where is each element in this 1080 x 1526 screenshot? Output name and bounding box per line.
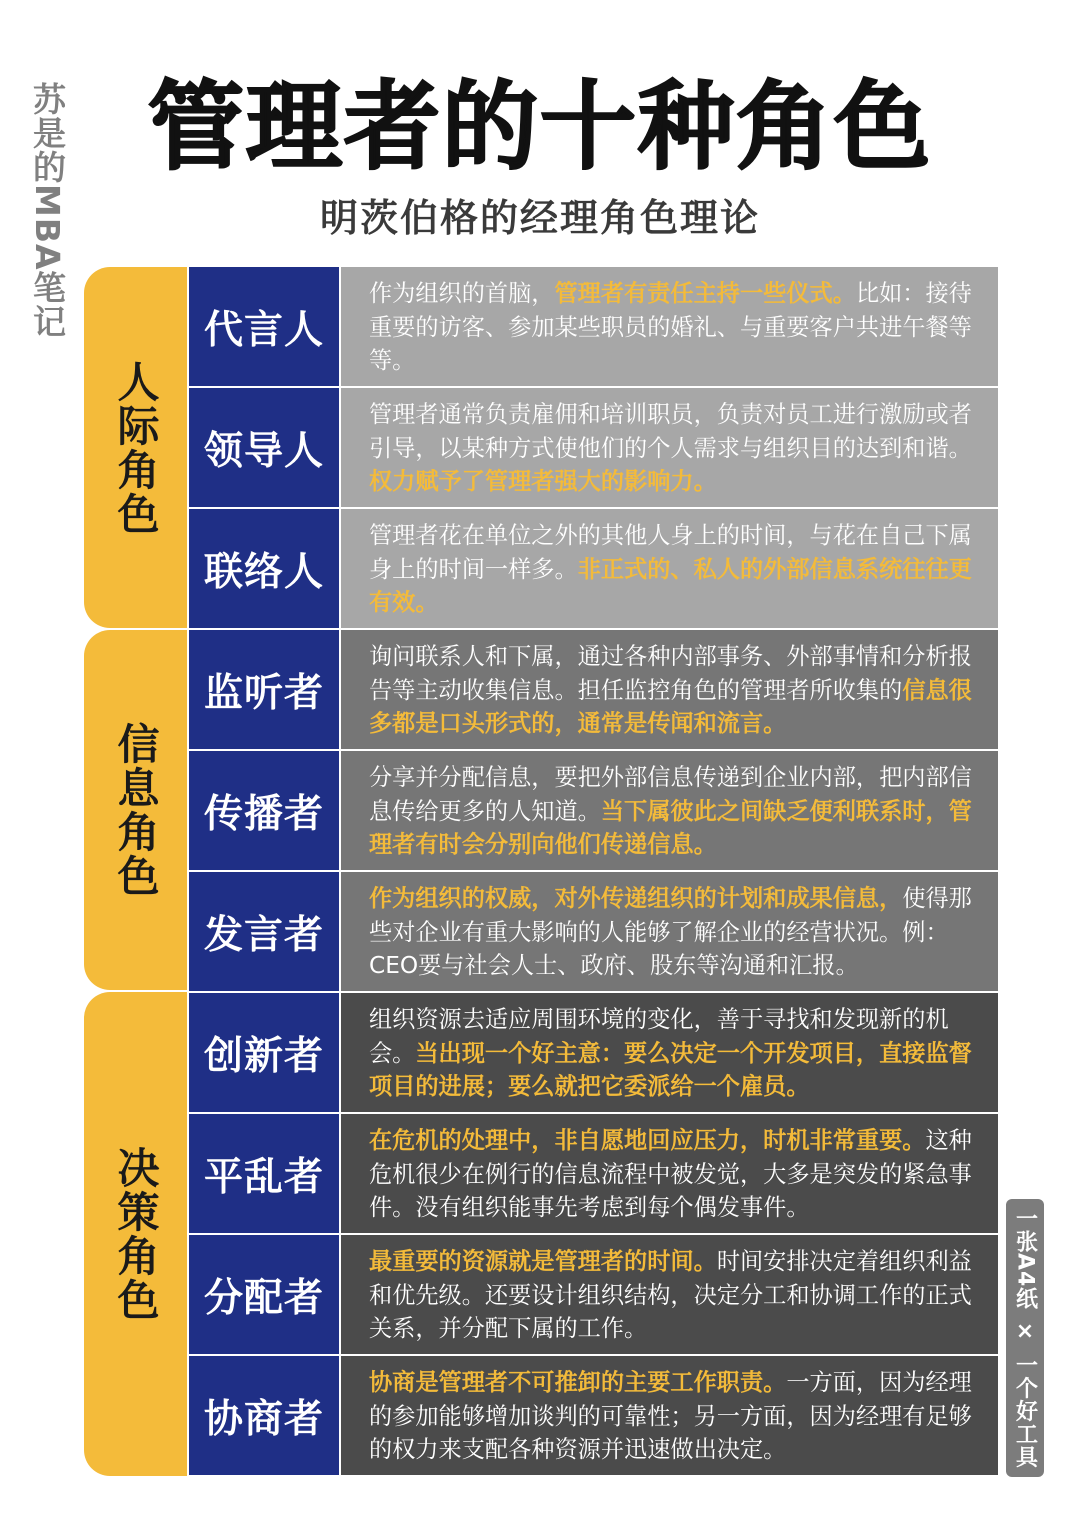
role-row (187, 872, 998, 991)
role-row (187, 388, 998, 507)
category-interpersonal (84, 267, 187, 628)
description-text: 作为组织的首脑， (369, 280, 555, 307)
role-description (341, 1235, 998, 1354)
role-description (341, 630, 998, 749)
description-text: 管理者花在单位之外的其他人身上的时间，与花在自己下属身上的时间一样多。 (369, 522, 972, 583)
description-text: 组织资源去适应周围环境的变化，善于寻找和发现新的机会。 (369, 1006, 949, 1067)
role-name: 代言人 (187, 267, 341, 386)
role-name: 联络人 (187, 509, 341, 628)
description-text: 使得那些对企业有重大影响的人能够了解企业的经营状况。例：CEO要与社会人士、政府、股东等沟通和汇报。 (369, 885, 972, 979)
highlighted-text: 当出现一个好主意：要么决定一个开发项目，直接监督项目的进展；要么就把它委派给一个雇员。 (369, 1039, 972, 1100)
category-decisional (84, 992, 187, 1476)
page-title: 管理者的十种角色 (148, 71, 932, 183)
role-row (187, 1114, 998, 1233)
highlighted-text: 信息很多都是口头形式的，通常是传闻和流言。 (369, 676, 972, 737)
side-tag-label: 一张A4纸 × 一个好工具 (1012, 1207, 1038, 1469)
role-row (187, 1235, 998, 1354)
description-text: 一方面，因为经理的参加能够增加谈判的可靠性；另一方面，因为经理有足够的权力来支配各种资源并迅速做出决定。 (369, 1369, 972, 1463)
role-name: 协商者 (187, 1356, 341, 1475)
description-text: 管理者通常负责雇佣和培训职员，负责对员工进行激励或者引导，以某种方式使他们的个人需求与组织目的达到和谐。 (369, 401, 972, 462)
role-name: 监听者 (187, 630, 341, 749)
roles-table (84, 267, 998, 1476)
role-name: 发言者 (187, 872, 341, 991)
role-row (187, 630, 998, 749)
role-row (187, 751, 998, 870)
role-name: 领导人 (187, 388, 341, 507)
description-text: 分享并分配信息，要把外部信息传递到企业内部，把内部信息传给更多的人知道。 (369, 764, 972, 825)
role-name: 传播者 (187, 751, 341, 870)
highlighted-text: 当下属彼此之间缺乏便利联系时，管理者有时会分别向他们传递信息。 (369, 797, 972, 858)
role-description (341, 388, 998, 507)
description-text: 询问联系人和下属，通过各种内部事务、外部事情和分析报告等主动收集信息。担任监控角色的管理者所收集的 (369, 643, 972, 704)
role-description (341, 509, 998, 628)
role-name: 创新者 (187, 993, 341, 1112)
category-label: 人际角色 (111, 359, 161, 536)
highlighted-text: 协商是管理者不可推卸的主要工作职责。 (369, 1369, 787, 1396)
highlighted-text: 权力赋予了管理者强大的影响力。 (369, 468, 717, 495)
description-text: 时间安排决定着组织利益和优先级。还要设计组织结构，决定分工和协调工作的正式关系，并分配下属的工作。 (369, 1248, 972, 1342)
role-description (341, 1356, 998, 1475)
page-subtitle: 明茨伯格的经理角色理论 (319, 196, 760, 240)
highlighted-text: 作为组织的权威，对外传递组织的计划和成果信息， (369, 885, 903, 912)
highlighted-text: 最重要的资源就是管理者的时间。 (369, 1248, 717, 1275)
description-text: 比如：接待重要的访客、参加某些职员的婚礼、与重要客户共进午餐等等。 (369, 280, 972, 374)
role-description (341, 267, 998, 386)
category-informational (84, 630, 187, 990)
highlighted-text: 管理者有责任主持一些仪式。 (554, 280, 856, 307)
category-label: 信息角色 (111, 722, 161, 898)
role-row (187, 509, 998, 628)
description-text: 这种危机很少在例行的信息流程中被发觉，大多是突发的紧急事件。没有组织能事先考虑到每个偶发事件。 (369, 1127, 972, 1221)
role-description (341, 751, 998, 870)
role-name: 平乱者 (187, 1114, 341, 1233)
highlighted-text: 非正式的、私人的外部信息系统往往更有效。 (369, 555, 972, 616)
role-name: 分配者 (187, 1235, 341, 1354)
author-watermark: 苏是的MBA笔记 (28, 82, 67, 339)
role-row (187, 993, 998, 1112)
role-row (187, 267, 998, 386)
role-description (341, 993, 998, 1112)
role-description (341, 872, 998, 991)
side-tag (1006, 1199, 1044, 1477)
role-row (187, 1356, 998, 1475)
category-label: 决策角色 (111, 1146, 161, 1322)
highlighted-text: 在危机的处理中，非自愿地回应压力，时机非常重要。 (369, 1127, 926, 1154)
role-description (341, 1114, 998, 1233)
